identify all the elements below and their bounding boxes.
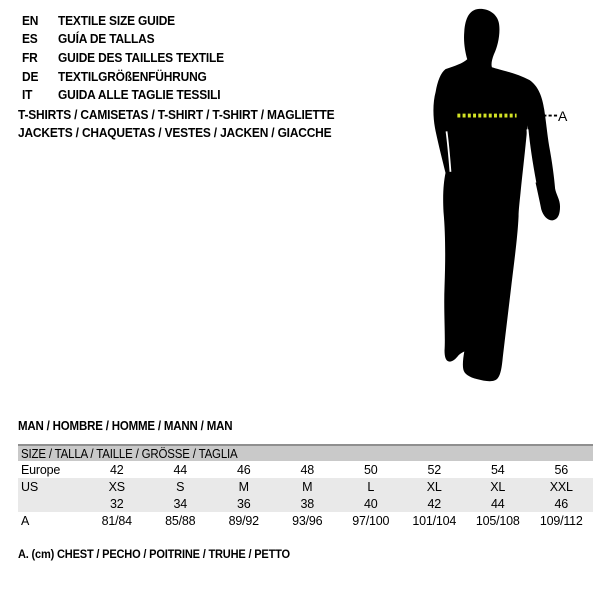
category-jackets: JACKETS / CHAQUETAS / VESTES / JACKEN / GIACCHE [18,125,332,140]
man-silhouette-path [433,9,560,381]
table-cell: 32 [109,496,124,511]
table-cell: XXL [549,479,573,494]
section-title-man: MAN / HOMBRE / HOMME / MANN / MAN [18,419,233,433]
language-code: FR [22,49,38,65]
table-cell: 44 [173,462,187,477]
category-list [18,106,362,142]
table-cell: 46 [236,462,251,477]
measurement-label-a: A [558,108,568,124]
size-table [18,444,593,529]
language-row [22,67,238,86]
table-cell: XL [490,479,506,494]
table-cell: 109/112 [539,513,583,528]
row-label: US [21,479,38,494]
table-cell: 42 [427,496,441,511]
table-cell: 101/104 [412,513,457,528]
table-cell: 40 [363,496,378,511]
language-code: ES [22,31,38,47]
language-title: GUIDE DES TAILLES TEXTILE [58,49,224,65]
table-cell: M [302,479,313,494]
table-cell: 105/108 [475,513,520,528]
language-row [22,11,238,30]
size-table-header: SIZE / TALLA / TAILLE / GRÖSSE / TAGLIA [18,444,593,461]
language-code: IT [22,87,33,103]
language-row [22,85,238,104]
language-title: TEXTILGRÖßENFÜHRUNG [58,68,207,84]
table-row-europe [18,461,593,478]
table-row-us [18,478,593,495]
table-row-chest-a [18,512,593,529]
table-cell: 52 [427,462,441,477]
table-cell: 36 [236,496,251,511]
row-label: Europe [21,462,61,477]
table-cell: M [238,479,249,494]
table-cell: L [367,479,375,494]
language-row [22,48,238,67]
table-row-us-numeric [18,495,593,512]
language-title: TEXTILE SIZE GUIDE [58,12,175,28]
table-cell: 85/88 [165,513,196,528]
footnote-chest: A. (cm) CHEST / PECHO / POITRINE / TRUHE / PETTO [18,547,290,561]
table-cell: 46 [554,496,568,511]
language-row [22,30,238,49]
man-silhouette-graphic [393,5,578,390]
language-title: GUÍA DE TALLAS [58,31,155,47]
language-title: GUIDA ALLE TAGLIE TESSILI [58,87,221,103]
table-cell: 56 [554,462,568,477]
language-code: DE [22,68,39,84]
table-cell: 34 [173,496,187,511]
table-cell: 42 [109,462,124,477]
table-cell: 97/100 [352,513,390,528]
table-cell: 50 [363,462,378,477]
table-cell: 48 [300,462,314,477]
language-list [22,11,238,104]
table-cell: 38 [300,496,314,511]
category-tshirts: T-SHIRTS / CAMISETAS / T-SHIRT / T-SHIRT / MAGLIETTE [18,107,335,122]
table-cell: 44 [490,496,505,511]
row-label: A [21,513,30,528]
table-cell: XS [108,479,125,494]
table-cell: 89/92 [228,513,259,528]
table-cell: 93/96 [292,513,323,528]
language-code: EN [22,12,39,28]
table-cell: XL [426,479,442,494]
table-cell: 54 [490,462,505,477]
table-cell: 81/84 [101,513,132,528]
table-cell: S [176,479,185,494]
